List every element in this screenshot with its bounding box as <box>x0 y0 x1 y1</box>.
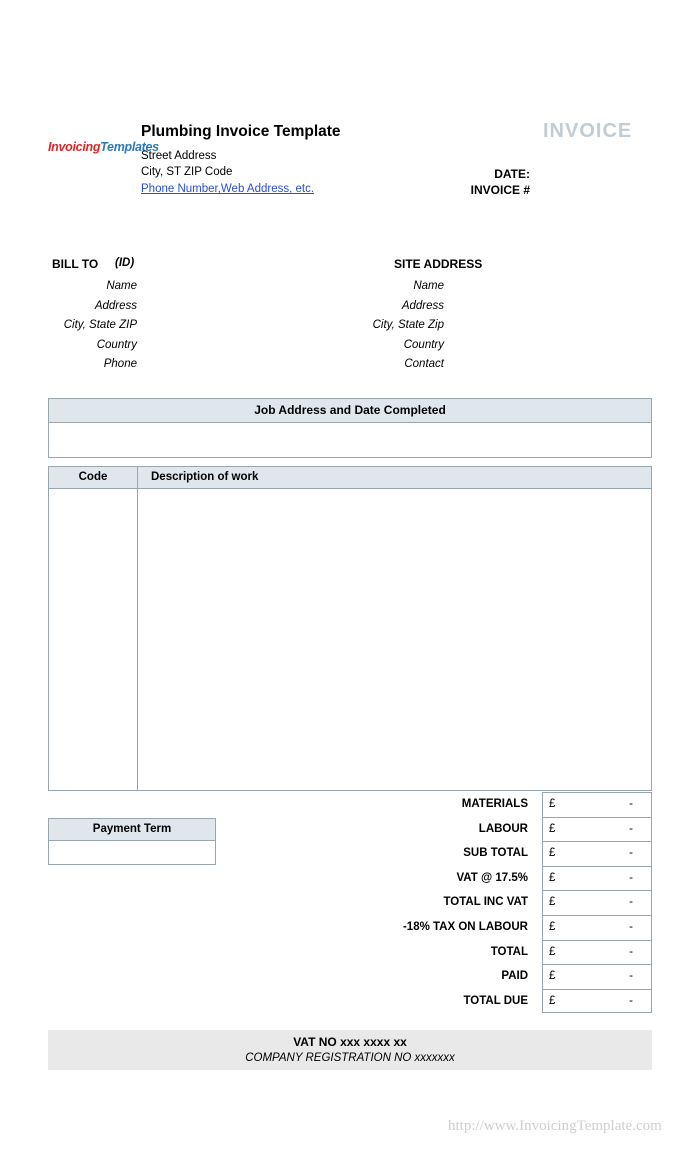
total-value-materials: - <box>629 798 633 810</box>
total-cell-materials[interactable] <box>542 792 652 817</box>
bill-to-city-state-zip: City, State ZIP <box>63 319 137 331</box>
total-cell-total-due[interactable] <box>542 989 652 1014</box>
site-address-country: Country <box>403 338 444 351</box>
total-label-tax-on-labour: -18% TAX ON LABOUR <box>402 920 528 933</box>
job-address-header-label: Job Address and Date Completed <box>254 403 446 417</box>
company-address-line1: Street Address <box>141 150 217 162</box>
currency-symbol: £ <box>549 798 556 810</box>
company-contact-link[interactable]: Phone Number,Web Address, etc. <box>141 183 315 195</box>
site-address-title: SITE ADDRESS <box>394 257 483 271</box>
total-row <box>340 817 652 842</box>
bill-to-title: BILL TO <box>52 257 99 271</box>
total-row <box>340 841 652 866</box>
logo-text-part1: Invoicing <box>48 140 101 154</box>
date-label: DATE: <box>494 167 530 181</box>
total-value-total-due: - <box>629 994 633 1007</box>
currency-symbol: £ <box>549 822 556 835</box>
site-address-name: Name <box>413 280 444 292</box>
total-row <box>340 964 652 989</box>
total-row <box>340 792 652 817</box>
total-cell-vat[interactable] <box>542 866 652 891</box>
total-value-total: - <box>629 945 633 958</box>
company-registration-number: COMPANY REGISTRATION NO xxxxxxx <box>245 1052 455 1064</box>
site-address-fields <box>330 277 444 375</box>
total-row <box>340 866 652 891</box>
currency-symbol: £ <box>549 847 556 860</box>
invoice-number-label: INVOICE # <box>470 183 530 197</box>
invoice-heading: INVOICE <box>543 120 633 142</box>
bill-to-id-label: (ID) <box>115 257 135 269</box>
total-value-total-inc-vat: - <box>629 896 633 909</box>
bill-to-phone: Phone <box>103 358 137 370</box>
bill-to-address: Address <box>94 299 137 312</box>
bill-to-fields <box>20 277 137 375</box>
total-row <box>340 915 652 940</box>
bill-to-name: Name <box>106 280 137 292</box>
total-row <box>340 890 652 915</box>
currency-symbol: £ <box>549 970 556 983</box>
currency-symbol: £ <box>549 920 556 933</box>
items-column-header-description: Description of work <box>138 466 652 489</box>
total-value-vat: - <box>629 871 633 884</box>
currency-symbol: £ <box>549 896 556 909</box>
site-address-contact: Contact <box>404 358 444 370</box>
total-value-labour: - <box>629 822 633 835</box>
payment-term-input[interactable] <box>48 841 216 865</box>
total-label-paid: PAID <box>501 970 528 983</box>
total-label-vat: VAT @ 17.5% <box>456 871 528 884</box>
site-address-city-state-zip: City, State Zip <box>372 319 444 331</box>
items-body-code-cells[interactable] <box>48 489 138 791</box>
total-value-paid: - <box>629 970 633 983</box>
total-label-materials: MATERIALS <box>461 798 528 810</box>
total-label-total-inc-vat: TOTAL INC VAT <box>443 896 528 909</box>
total-cell-total-inc-vat[interactable] <box>542 890 652 915</box>
logo-text-part2: Templates <box>100 140 159 154</box>
total-label-total: TOTAL <box>490 945 528 958</box>
bill-to-country: Country <box>96 338 137 351</box>
total-cell-tax-on-labour[interactable] <box>542 915 652 940</box>
job-address-input[interactable] <box>48 423 652 458</box>
total-value-tax-on-labour: - <box>629 920 633 933</box>
job-address-header <box>48 398 652 423</box>
currency-symbol: £ <box>549 871 556 884</box>
total-label-total-due: TOTAL DUE <box>463 994 528 1007</box>
total-value-sub-total: - <box>629 847 633 860</box>
items-body-description-cells[interactable] <box>138 489 652 791</box>
site-address-address: Address <box>401 299 444 312</box>
total-cell-labour[interactable] <box>542 817 652 842</box>
totals-section <box>340 792 652 1013</box>
currency-symbol: £ <box>549 945 556 958</box>
total-row <box>340 940 652 965</box>
total-cell-paid[interactable] <box>542 964 652 989</box>
company-address-line2: City, ST ZIP Code <box>141 166 233 178</box>
total-cell-sub-total[interactable] <box>542 841 652 866</box>
items-column-header-code: Code <box>48 466 138 489</box>
invoicing-templates-logo <box>48 140 159 154</box>
footer-band <box>48 1030 652 1070</box>
watermark-url: http://www.InvoicingTemplate.com <box>448 1118 662 1134</box>
payment-term-header: Payment Term <box>48 818 216 841</box>
page-title: Plumbing Invoice Template <box>141 123 341 140</box>
total-label-sub-total: SUB TOTAL <box>463 847 528 860</box>
total-cell-total[interactable] <box>542 940 652 965</box>
total-label-labour: LABOUR <box>478 822 528 835</box>
vat-number: VAT NO xxx xxxx xx <box>293 1035 407 1049</box>
total-row <box>340 989 652 1014</box>
currency-symbol: £ <box>549 994 556 1007</box>
